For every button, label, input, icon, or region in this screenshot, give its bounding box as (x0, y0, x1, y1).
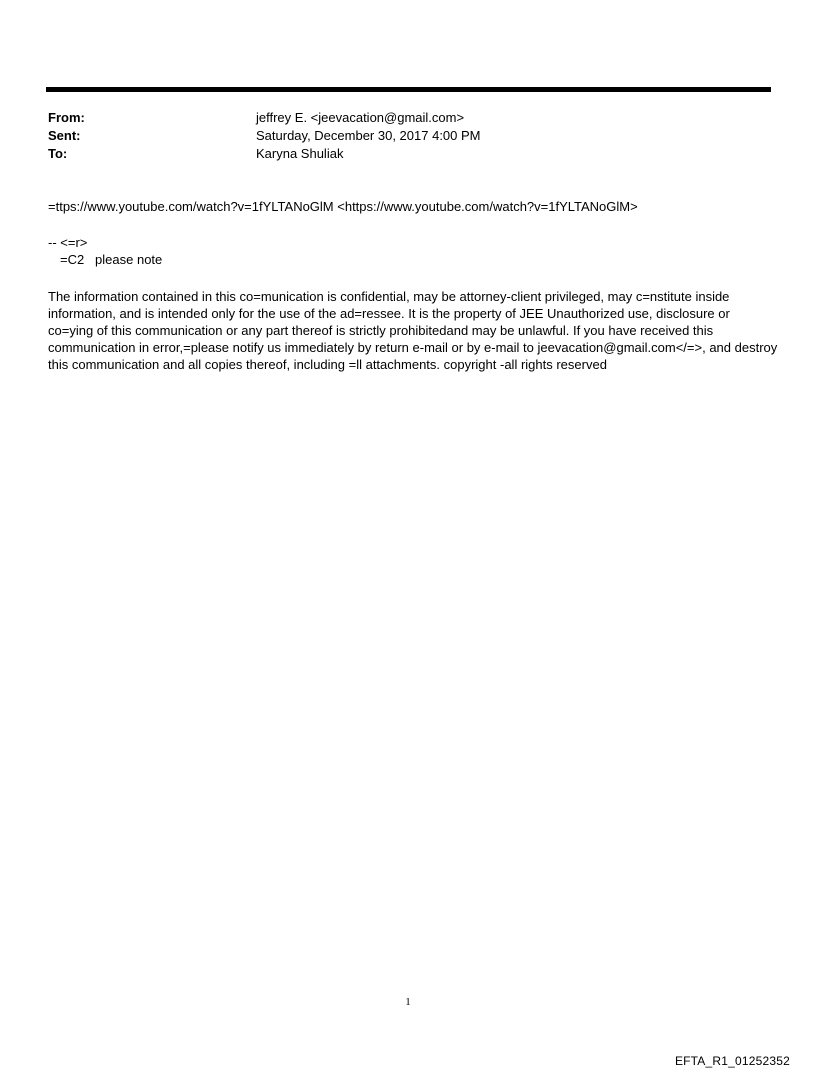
sent-label: Sent: (48, 128, 81, 143)
bates-number: EFTA_R1_01252352 (674, 1054, 790, 1068)
sent-value: Saturday, December 30, 2017 4:00 PM (256, 128, 481, 143)
email-header (48, 109, 768, 163)
signature-dash: -- <=r> (48, 235, 88, 250)
youtube-link-line[interactable]: =ttps://www.youtube.com/watch?v=1fYLTANoGlM <https://www.youtube.com/watch?v=1fYLTANoGlM> (48, 199, 638, 214)
to-value: Karyna Shuliak (256, 146, 344, 161)
header-divider-rule (46, 87, 771, 92)
to-label: To: (48, 146, 68, 161)
from-row (48, 109, 768, 127)
page-number: 1 (405, 996, 411, 1008)
from-label: From: (48, 110, 85, 125)
from-value: jeffrey E. <jeevacation@gmail.com> (256, 110, 465, 125)
signature-note: =C2 please note (60, 252, 163, 267)
sent-row (48, 127, 768, 145)
confidentiality-disclaimer: The information contained in this co=munication is confidential, may be attorney-client privileged, may c=nstitute inside information, and is intended only for the use of the ad=ressee. It is the property of JEE Unauthorized use, disclosure or co=ying of this communication or any part thereof is strictly prohibitedand may be unlawful. If you have received this communication in error,=please notify us immediately by return e-mail or by e-mail to jeevacation@gmail.com</=>, and destroy this communication and all copies thereof, including =ll attachments. copyright -all rights reserved (48, 289, 778, 372)
to-row (48, 145, 768, 163)
